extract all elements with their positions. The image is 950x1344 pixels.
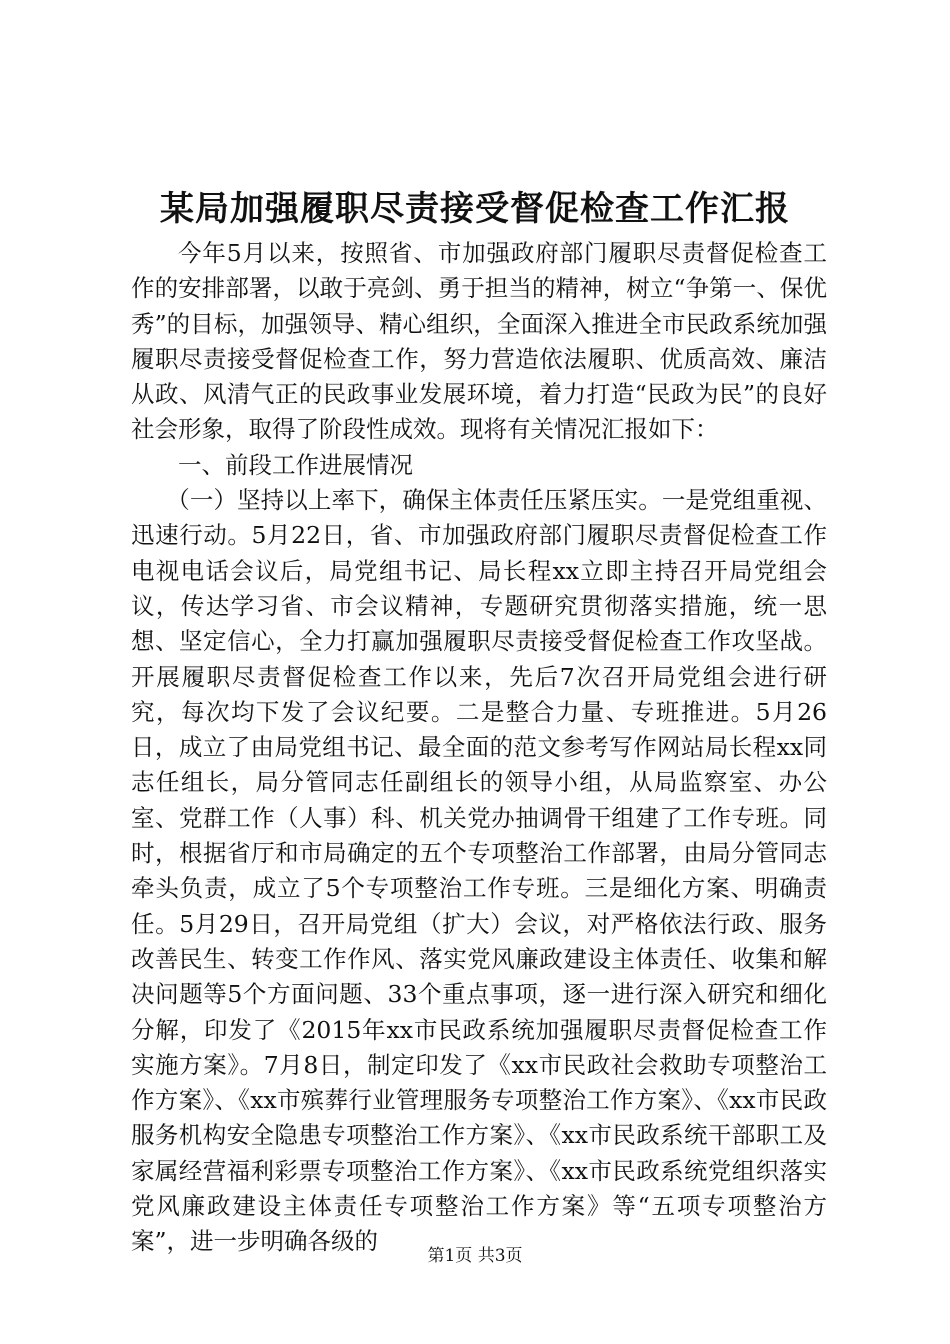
document-body: [131, 236, 827, 1260]
page-footer: 第1页 共3页: [427, 1246, 523, 1266]
intro-paragraph: 今年5月以来，按照省、市加强政府部门履职尽责督促检查工作的安排部署，以敢于亮剑、勇于担当的精神，树立“争第一、保优秀”的目标，加强领导、精心组织，全面深入推进全市民政系统加强履职尽责接受督促检查工作，努力营造依法履职、优质高效、廉洁从政、风清气正的民政事业发展环境，着力打造“民政为民”的良好社会形象，取得了阶段性成效。现将有关情况汇报如下：: [131, 239, 827, 444]
subsection-paragraph: （一）坚持以上率下，确保主体责任压紧压实。一是党组重视、迅速行动。5月22日，省、市加强政府部门履职尽责督促检查工作电视电话会议后，局党组书记、局长程xx立即主持召开局党组会议，传达学习省、市会议精神，专题研究贯彻落实措施，统一思想、坚定信心，全力打赢加强履职尽责接受督促检查工作攻坚战。开展履职尽责督促检查工作以来，先后7次召开局党组会进行研究，每次均下发了会议纪要。二是整合力量、专班推进。5月26日，成立了由局党组书记、最全面的范文参考写作网站局长程xx同志任组长，局分管同志任副组长的领导小组，从局监察室、办公室、党群工作（人事）科、机关党办抽调骨干组建了工作专班。同时，根据省厅和市局确定的五个专项整治工作部署，由局分管同志牵头负责，成立了5个专项整治工作专班。三是细化方案、明确责任。5月29日，召开局党组（扩大）会议，对严格依法行政、服务改善民生、转变工作作风、落实党风廉政建设主体责任、收集和解决问题等5个方面问题、33个重点事项，逐一进行深入研究和细化分解，印发了《2015年xx市民政系统加强履职尽责督促检查工作实施方案》。7月8日，制定印发了《xx市民政社会救助专项整治工作方案》、《xx市殡葬行业管理服务专项整治工作方案》、《xx市民政服务机构安全隐患专项整治工作方案》、《xx市民政系统干部职工及家属经营福利彩票专项整治工作方案》、《xx市民政系统党组织落实党风廉政建设主体责任专项整治工作方案》等“五项专项整治方案”，进一步明确各级的: [131, 486, 827, 1256]
document-title: 某局加强履职尽责接受督促检查工作汇报: [160, 189, 790, 229]
section-heading: 一、前段工作进展情况: [178, 450, 413, 479]
